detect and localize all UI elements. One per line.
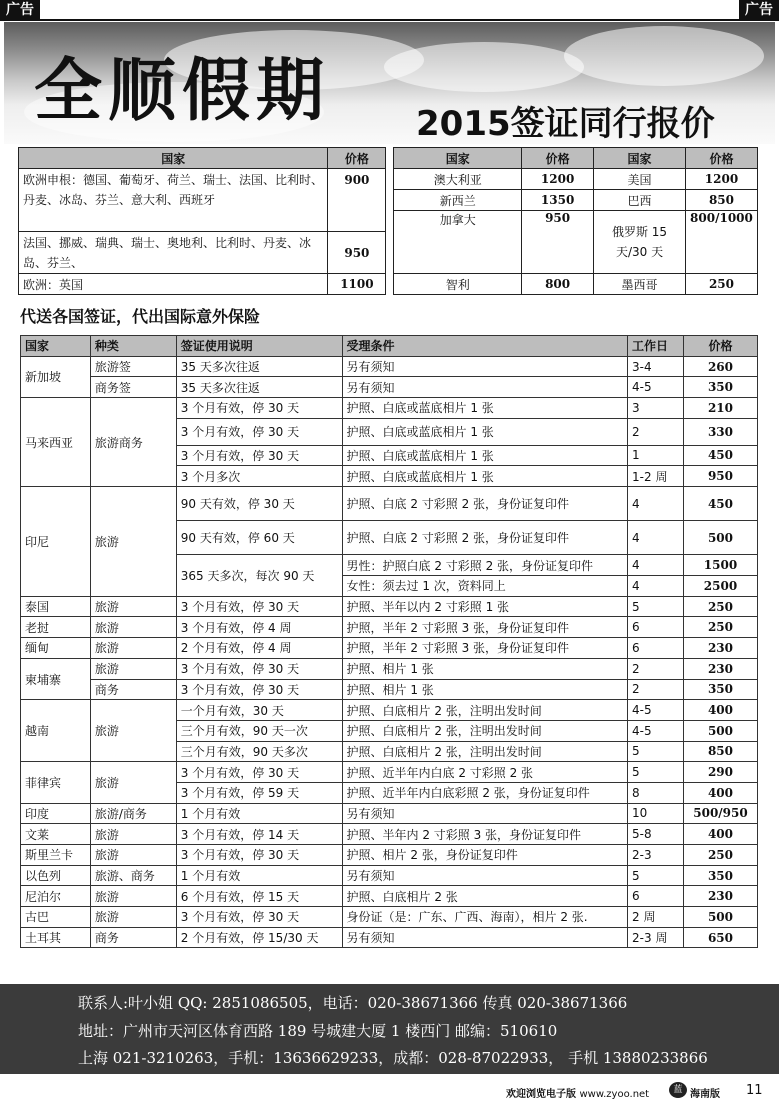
table-row	[21, 617, 758, 638]
cell-country: 老挝	[21, 617, 91, 638]
cell-usage: 90 天有效，停 30 天	[176, 487, 342, 521]
site-label-text: 欢迎浏览电子版	[506, 1089, 576, 1100]
cell-days: 2 周	[628, 907, 684, 928]
price-cell: 850	[685, 190, 757, 211]
cell-type: 商务	[90, 927, 176, 948]
cell-price: 500	[683, 907, 757, 928]
cell-days: 4-5	[628, 377, 684, 398]
cell-usage: 3 个月有效，停 30 天	[176, 596, 342, 617]
cell-price: 1500	[683, 555, 757, 576]
cell-usage: 三个月有效，90 天一次	[176, 720, 342, 741]
cell-type: 旅游	[90, 700, 176, 762]
cell-usage: 3 个月有效，停 30 天	[176, 418, 342, 445]
cell-country: 菲律宾	[21, 762, 91, 803]
cell-days: 4	[628, 487, 684, 521]
cell-type: 商务	[90, 679, 176, 700]
header-country: 国家	[19, 148, 328, 169]
cell-days: 5	[628, 865, 684, 886]
cell-cond: 护照、半年以内 2 寸彩照 1 张	[342, 596, 628, 617]
cell-cond: 护照、近半年内白底彩照 2 张，身份证复印件	[342, 782, 628, 803]
cell-usage: 3 个月有效，停 30 天	[176, 907, 342, 928]
edition-name: 海南版	[690, 1089, 720, 1100]
col-header: 受理条件	[342, 336, 628, 357]
schengen-countries: 欧洲：英国	[19, 274, 328, 295]
ad-tag-right: 广告	[739, 0, 779, 20]
visa-table-body	[21, 356, 758, 948]
cell-days: 5-8	[628, 824, 684, 845]
header-country: 国家	[394, 148, 522, 169]
cell-price: 400	[683, 824, 757, 845]
cell-country: 泰国	[21, 596, 91, 617]
country-cell: 新西兰	[394, 190, 522, 211]
price-cell: 950	[522, 211, 594, 274]
cell-cond: 护照、白底 2 寸彩照 2 张，身份证复印件	[342, 521, 628, 555]
cell-cond: 护照、白底相片 2 张，注明出发时间	[342, 741, 628, 762]
table-row	[21, 824, 758, 845]
price-cell: 250	[685, 274, 757, 295]
cell-usage: 365 天多次，每次 90 天	[176, 555, 342, 596]
price-cell: 1350	[522, 190, 594, 211]
cell-cond: 护照、相片 2 张，身份证复印件	[342, 845, 628, 866]
cell-cond: 护照、白底或蓝底相片 1 张	[342, 418, 628, 445]
cell-usage: 1 个月有效	[176, 803, 342, 824]
cell-cond: 护照、白底或蓝底相片 1 张	[342, 445, 628, 466]
col-header: 价格	[683, 336, 757, 357]
cell-cond: 护照，半年 2 寸彩照 3 张，身份证复印件	[342, 617, 628, 638]
table-row	[21, 356, 758, 377]
cell-price: 230	[683, 638, 757, 659]
country-cell: 澳大利亚	[394, 169, 522, 190]
cell-type: 旅游	[90, 824, 176, 845]
cell-price: 230	[683, 658, 757, 679]
cell-days: 10	[628, 803, 684, 824]
cell-price: 500	[683, 720, 757, 741]
country-cell: 加拿大	[394, 211, 522, 274]
cell-usage: 6 个月有效，停 15 天	[176, 886, 342, 907]
header-price: 价格	[522, 148, 594, 169]
edition-logo-icon: 蓝	[669, 1082, 687, 1098]
cell-country: 土耳其	[21, 927, 91, 948]
cell-days: 6	[628, 638, 684, 659]
cell-cond: 护照、近半年内白底 2 寸彩照 2 张	[342, 762, 628, 783]
cell-usage: 三个月有效，90 天多次	[176, 741, 342, 762]
table-row	[21, 377, 758, 398]
cell-price: 950	[683, 466, 757, 487]
cell-usage: 3 个月有效，停 4 周	[176, 617, 342, 638]
cell-cond: 护照、相片 1 张	[342, 679, 628, 700]
table-row	[21, 927, 758, 948]
schengen-price: 900	[328, 169, 386, 232]
brand-subtitle: 2015签证同行报价	[416, 104, 715, 144]
cell-usage: 2 个月有效，停 4 周	[176, 638, 342, 659]
price-cell: 1200	[685, 169, 757, 190]
schengen-countries: 法国、挪威、瑞典、瑞士、奥地利、比利时、丹麦、冰岛、芬兰、	[19, 232, 328, 274]
cell-days: 4-5	[628, 720, 684, 741]
table-row	[21, 803, 758, 824]
cell-cond: 护照、白底或蓝底相片 1 张	[342, 466, 628, 487]
table-row	[21, 596, 758, 617]
cell-country: 古巴	[21, 907, 91, 928]
table-row	[21, 658, 758, 679]
cell-cond: 护照、白底相片 2 张，注明出发时间	[342, 720, 628, 741]
cell-days: 2-3 周	[628, 927, 684, 948]
cell-price: 330	[683, 418, 757, 445]
branch-line: 上海 021-3210263，手机：13636629233，成都：028-87022933， 手机 13880233866	[78, 1049, 708, 1067]
cell-cond: 护照、白底相片 2 张	[342, 886, 628, 907]
cell-price: 290	[683, 762, 757, 783]
cell-type: 旅游	[90, 487, 176, 597]
cell-days: 5	[628, 741, 684, 762]
cell-type: 旅游	[90, 762, 176, 803]
schengen-price: 1100	[328, 274, 386, 295]
cell-price: 250	[683, 617, 757, 638]
cell-usage: 3 个月有效，停 30 天	[176, 845, 342, 866]
cell-cond: 另有须知	[342, 927, 628, 948]
cell-cond: 另有须知	[342, 803, 628, 824]
cell-country: 以色列	[21, 865, 91, 886]
cell-cond: 护照、半年内 2 寸彩照 3 张，身份证复印件	[342, 824, 628, 845]
table-row	[21, 865, 758, 886]
col-header: 种类	[90, 336, 176, 357]
country-cell: 美国	[594, 169, 686, 190]
site-url: www.zyoo.net	[579, 1089, 650, 1100]
cell-price: 250	[683, 845, 757, 866]
cell-country: 尼泊尔	[21, 886, 91, 907]
country-cell: 俄罗斯 15 天/30 天	[594, 211, 686, 274]
price-cell: 800/1000	[685, 211, 757, 274]
site-label	[506, 1085, 649, 1100]
col-header: 签证使用说明	[176, 336, 342, 357]
col-header: 工作日	[628, 336, 684, 357]
page-number: 11	[746, 1083, 763, 1098]
cell-cond: 身份证（是：广东、广西、海南），相片 2 张.	[342, 907, 628, 928]
table-row	[21, 679, 758, 700]
cell-cond: 护照、相片 1 张	[342, 658, 628, 679]
cell-price: 350	[683, 679, 757, 700]
cell-usage: 3 个月有效，停 30 天	[176, 398, 342, 419]
contact-line: 联系人:叶小姐 QQ: 2851086505，电话：020-38671366 传真 020-38671366	[78, 994, 628, 1012]
table-row	[21, 907, 758, 928]
cell-days: 4	[628, 521, 684, 555]
cell-country: 缅甸	[21, 638, 91, 659]
bottom-bar	[0, 1082, 779, 1100]
cell-days: 2	[628, 679, 684, 700]
cell-usage: 3 个月有效，停 59 天	[176, 782, 342, 803]
cell-country: 印尼	[21, 487, 91, 597]
cell-country: 越南	[21, 700, 91, 762]
cell-type: 旅游	[90, 658, 176, 679]
cell-days: 4	[628, 576, 684, 597]
price-cell: 1200	[522, 169, 594, 190]
cell-price: 500	[683, 521, 757, 555]
cell-cond: 另有须知	[342, 356, 628, 377]
cell-days: 2	[628, 658, 684, 679]
top-divider	[0, 19, 779, 21]
cell-days: 2-3	[628, 845, 684, 866]
schengen-countries: 欧洲申根：德国、葡萄牙、荷兰、瑞士、法国、比利时、丹麦、冰岛、芬兰、意大利、西班牙	[19, 169, 328, 232]
header-price: 价格	[685, 148, 757, 169]
cell-usage: 2 个月有效，停 15/30 天	[176, 927, 342, 948]
cell-usage: 90 天有效，停 60 天	[176, 521, 342, 555]
cell-usage: 3 个月有效，停 30 天	[176, 762, 342, 783]
cell-price: 450	[683, 445, 757, 466]
cell-days: 2	[628, 418, 684, 445]
country-cell: 巴西	[594, 190, 686, 211]
cell-cond: 女性：须去过 1 次，资料同上	[342, 576, 628, 597]
cell-price: 400	[683, 782, 757, 803]
col-header: 国家	[21, 336, 91, 357]
cloud-shape	[384, 42, 584, 92]
cell-type: 旅游	[90, 617, 176, 638]
cell-price: 260	[683, 356, 757, 377]
cell-usage: 3 个月有效，停 14 天	[176, 824, 342, 845]
table-row	[21, 487, 758, 521]
table-row	[21, 700, 758, 721]
cell-days: 5	[628, 596, 684, 617]
cell-days: 4	[628, 555, 684, 576]
cell-days: 5	[628, 762, 684, 783]
cell-type: 旅游	[90, 638, 176, 659]
cell-type: 旅游商务	[90, 398, 176, 487]
cell-cond: 护照、白底或蓝底相片 1 张	[342, 398, 628, 419]
table-row	[21, 886, 758, 907]
cell-price: 650	[683, 927, 757, 948]
cell-days: 6	[628, 886, 684, 907]
contact-footer	[0, 984, 779, 1074]
cell-price: 2500	[683, 576, 757, 597]
cell-cond: 另有须知	[342, 377, 628, 398]
cell-cond: 另有须知	[342, 865, 628, 886]
cell-country: 马来西亚	[21, 398, 91, 487]
cell-usage: 3 个月多次	[176, 466, 342, 487]
hero-banner	[4, 22, 775, 144]
country-cell: 墨西哥	[594, 274, 686, 295]
cell-days: 8	[628, 782, 684, 803]
cell-price: 850	[683, 741, 757, 762]
cell-cond: 护照，半年 2 寸彩照 3 张，身份证复印件	[342, 638, 628, 659]
visa-table	[20, 335, 758, 948]
cell-country: 柬埔寨	[21, 658, 91, 699]
cell-type: 旅游、商务	[90, 865, 176, 886]
cell-country: 文莱	[21, 824, 91, 845]
cell-price: 210	[683, 398, 757, 419]
cell-type: 旅游	[90, 596, 176, 617]
cell-usage: 1 个月有效	[176, 865, 342, 886]
cell-type: 旅游	[90, 907, 176, 928]
schengen-price: 950	[328, 232, 386, 274]
price-cell: 800	[522, 274, 594, 295]
header-price: 价格	[328, 148, 386, 169]
cell-cond: 男性：护照白底 2 寸彩照 2 张，身份证复印件	[342, 555, 628, 576]
cell-usage: 3 个月有效，停 30 天	[176, 679, 342, 700]
cell-days: 3	[628, 398, 684, 419]
cell-price: 450	[683, 487, 757, 521]
table-row	[21, 845, 758, 866]
cell-type: 旅游	[90, 845, 176, 866]
cell-price: 250	[683, 596, 757, 617]
cell-usage: 一个月有效，30 天	[176, 700, 342, 721]
cell-country: 斯里兰卡	[21, 845, 91, 866]
header-country: 国家	[594, 148, 686, 169]
cell-cond: 护照、白底相片 2 张，注明出发时间	[342, 700, 628, 721]
country-cell: 智利	[394, 274, 522, 295]
cell-days: 1	[628, 445, 684, 466]
cell-type: 商务签	[90, 377, 176, 398]
top-price-table	[18, 147, 758, 295]
cell-price: 400	[683, 700, 757, 721]
section-title: 代送各国签证，代出国际意外保险	[20, 307, 261, 326]
cell-days: 4-5	[628, 700, 684, 721]
cell-days: 6	[628, 617, 684, 638]
ad-tag-left: 广告	[0, 0, 40, 20]
cell-usage: 35 天多次往返	[176, 377, 342, 398]
cell-country: 印度	[21, 803, 91, 824]
cell-usage: 3 个月有效，停 30 天	[176, 658, 342, 679]
table-row	[21, 398, 758, 419]
cell-usage: 35 天多次往返	[176, 356, 342, 377]
cell-days: 1-2 周	[628, 466, 684, 487]
cell-price: 500/950	[683, 803, 757, 824]
cell-type: 旅游/商务	[90, 803, 176, 824]
cell-price: 350	[683, 377, 757, 398]
cell-type: 旅游	[90, 886, 176, 907]
cell-type: 旅游签	[90, 356, 176, 377]
brand-title: 全顺假期	[34, 52, 331, 131]
address-line: 地址：广州市天河区体育西路 189 号城建大厦 1 楼西门 邮编：510610	[78, 1022, 558, 1040]
cell-usage: 3 个月有效，停 30 天	[176, 445, 342, 466]
cell-price: 350	[683, 865, 757, 886]
cloud-shape	[564, 26, 764, 86]
cell-country: 新加坡	[21, 356, 91, 397]
cell-days: 3-4	[628, 356, 684, 377]
cell-cond: 护照、白底 2 寸彩照 2 张，身份证复印件	[342, 487, 628, 521]
cell-price: 230	[683, 886, 757, 907]
table-row	[21, 762, 758, 783]
table-row	[21, 638, 758, 659]
